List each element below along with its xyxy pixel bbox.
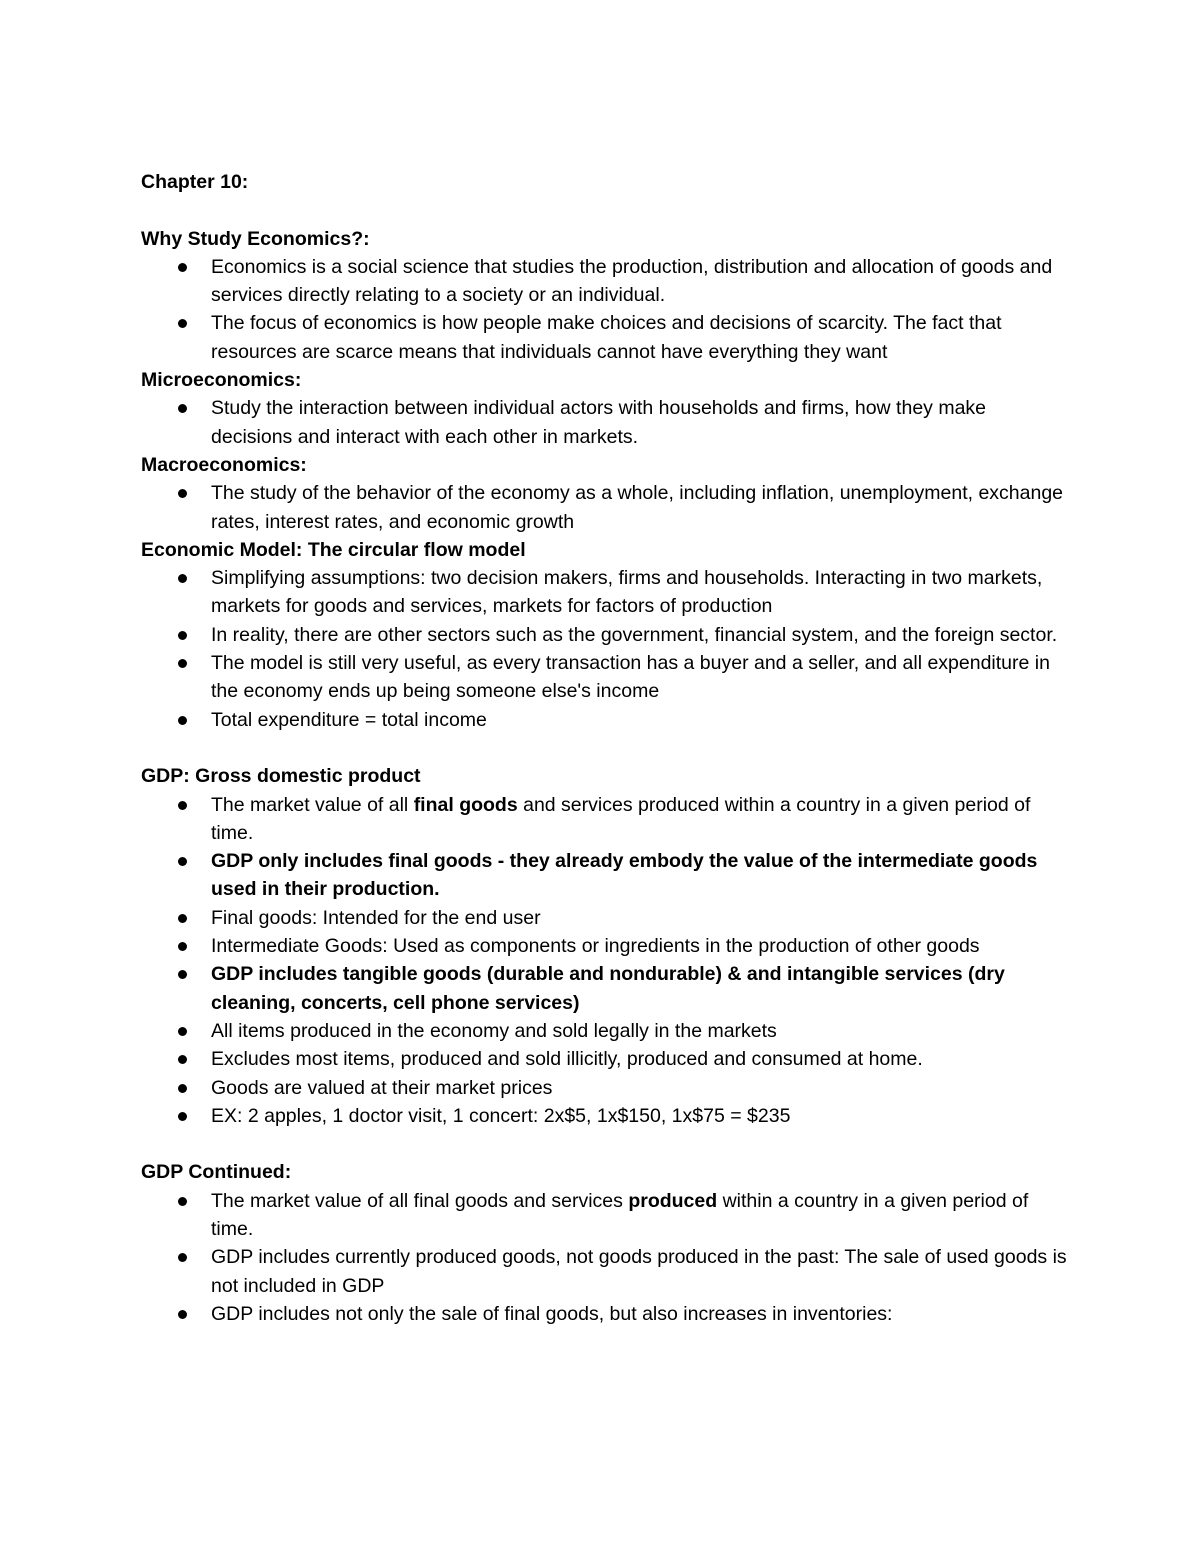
bullet-dot-icon: [178, 857, 187, 866]
bullet-item: [141, 1102, 1071, 1130]
bullet-list: [141, 394, 1071, 451]
bullet-text: The market value of all: [211, 793, 414, 816]
bullet-dot-icon: [178, 263, 187, 272]
bullet-dot-icon: [178, 1310, 187, 1319]
bullet-text-bold: final goods: [413, 793, 518, 816]
bullet-text: Study the interaction between individual actors with households and firms, how they make decisions and interact with each other in markets.: [211, 397, 987, 448]
bullet-dot-icon: [178, 404, 187, 413]
bullet-dot-icon: [178, 914, 187, 923]
bullet-item: [141, 309, 1071, 366]
bullet-text: In reality, there are other sectors such as the government, financial system, and the foreign sector.: [211, 623, 1058, 646]
bullet-item: [141, 1045, 1071, 1073]
document-body: [141, 168, 1071, 1328]
section-heading: Why Study Economics?:: [141, 227, 370, 250]
bullet-text: Economics is a social science that studies the production, distribution and allocation of goods and services directly relating to a society or an individual.: [211, 255, 1053, 307]
bullet-dot-icon: [178, 1197, 187, 1206]
bullet-item: [141, 932, 1071, 960]
section-heading: GDP: Gross domestic product: [141, 765, 421, 788]
bullet-dot-icon: [178, 942, 187, 951]
bullet-text: Final goods: Intended for the end user: [211, 906, 541, 929]
bullet-dot-icon: [178, 1084, 187, 1093]
bullet-item: [141, 649, 1071, 706]
bullet-item: [141, 479, 1071, 536]
chapter-title: Chapter 10:: [141, 171, 249, 193]
bullet-dot-icon: [178, 1027, 187, 1036]
bullet-dot-icon: [178, 1253, 187, 1262]
bullet-text: The model is still very useful, as every transaction has a buyer and a seller, and all expenditure in the economy ends up being someone else's income: [211, 652, 1050, 703]
bullet-text: and services produced within a country in a given period of time.: [211, 793, 1031, 844]
bullet-dot-icon: [178, 1112, 187, 1121]
bullet-text-bold: GDP includes tangible goods (durable and nondurable) & and intangible services (dry cleaning, concerts, cell phone services): [211, 963, 1005, 1014]
bullet-text-bold: GDP only includes final goods - they already embody the value of the intermediate goods used in their production.: [211, 850, 1038, 901]
bullet-dot-icon: [178, 489, 187, 498]
blank-line: [141, 196, 1071, 224]
bullet-dot-icon: [178, 801, 187, 810]
bullet-dot-icon: [178, 716, 187, 725]
bullet-list: [141, 564, 1071, 734]
sections-container: [141, 225, 1071, 1329]
bullet-text: Simplifying assumptions: two decision makers, firms and households. Interacting in two markets, markets for goods and services, markets for factors of production: [211, 567, 1043, 618]
bullet-item: [141, 564, 1071, 621]
bullet-item: [141, 791, 1071, 848]
bullet-text: EX: 2 apples, 1 doctor visit, 1 concert: 2x$5, 1x$150, 1x$75 = $235: [211, 1104, 791, 1127]
bullet-dot-icon: [178, 970, 187, 979]
bullet-dot-icon: [178, 319, 187, 328]
bullet-item: [141, 1074, 1071, 1102]
bullet-item: [141, 1300, 1071, 1328]
bullet-list: [141, 253, 1071, 366]
bullet-dot-icon: [178, 659, 187, 668]
blank-line: [141, 1130, 1071, 1158]
bullet-item: [141, 904, 1071, 932]
bullet-list: [141, 479, 1071, 536]
bullet-text: GDP includes currently produced goods, not goods produced in the past: The sale of used goods is not included in GDP: [211, 1246, 1067, 1297]
bullet-item: [141, 706, 1071, 734]
bullet-text: Excludes most items, produced and sold illicitly, produced and consumed at home.: [211, 1048, 923, 1071]
bullet-dot-icon: [178, 574, 187, 583]
bullet-list: [141, 1187, 1071, 1328]
blank-line: [141, 734, 1071, 762]
section-heading: Macroeconomics:: [141, 453, 307, 476]
bullet-text: Goods are valued at their market prices: [211, 1076, 553, 1099]
bullet-text: GDP includes not only the sale of final goods, but also increases in inventories:: [211, 1302, 893, 1325]
bullet-text: The study of the behavior of the economy as a whole, including inflation, unemployment, exchange rates, interest rates, and economic growth: [211, 482, 1064, 533]
bullet-item: [141, 1017, 1071, 1045]
bullet-text: Intermediate Goods: Used as components or ingredients in the production of other goods: [211, 935, 980, 958]
bullet-text: All items produced in the economy and sold legally in the markets: [211, 1019, 777, 1042]
bullet-text: The market value of all final goods and services: [211, 1189, 629, 1212]
section-heading: Economic Model: The circular flow model: [141, 538, 526, 561]
bullet-item: [141, 253, 1071, 310]
section-heading: GDP Continued:: [141, 1161, 292, 1184]
bullet-item: [141, 1187, 1071, 1244]
bullet-item: [141, 394, 1071, 451]
section-heading: Microeconomics:: [141, 369, 302, 392]
bullet-item: [141, 1243, 1071, 1300]
bullet-text-bold: produced: [628, 1189, 718, 1212]
bullet-text: within a country in a given period of time.: [211, 1189, 1029, 1240]
bullet-text: Total expenditure = total income: [211, 708, 487, 731]
bullet-dot-icon: [178, 631, 187, 640]
bullet-item: [141, 621, 1071, 649]
bullet-dot-icon: [178, 1055, 187, 1064]
bullet-item: [141, 960, 1071, 1017]
bullet-item: [141, 847, 1071, 904]
bullet-text: The focus of economics is how people make choices and decisions of scarcity. The fact that resources are scarce means that individuals cannot have everything they want: [211, 312, 1002, 363]
bullet-list: [141, 791, 1071, 1131]
